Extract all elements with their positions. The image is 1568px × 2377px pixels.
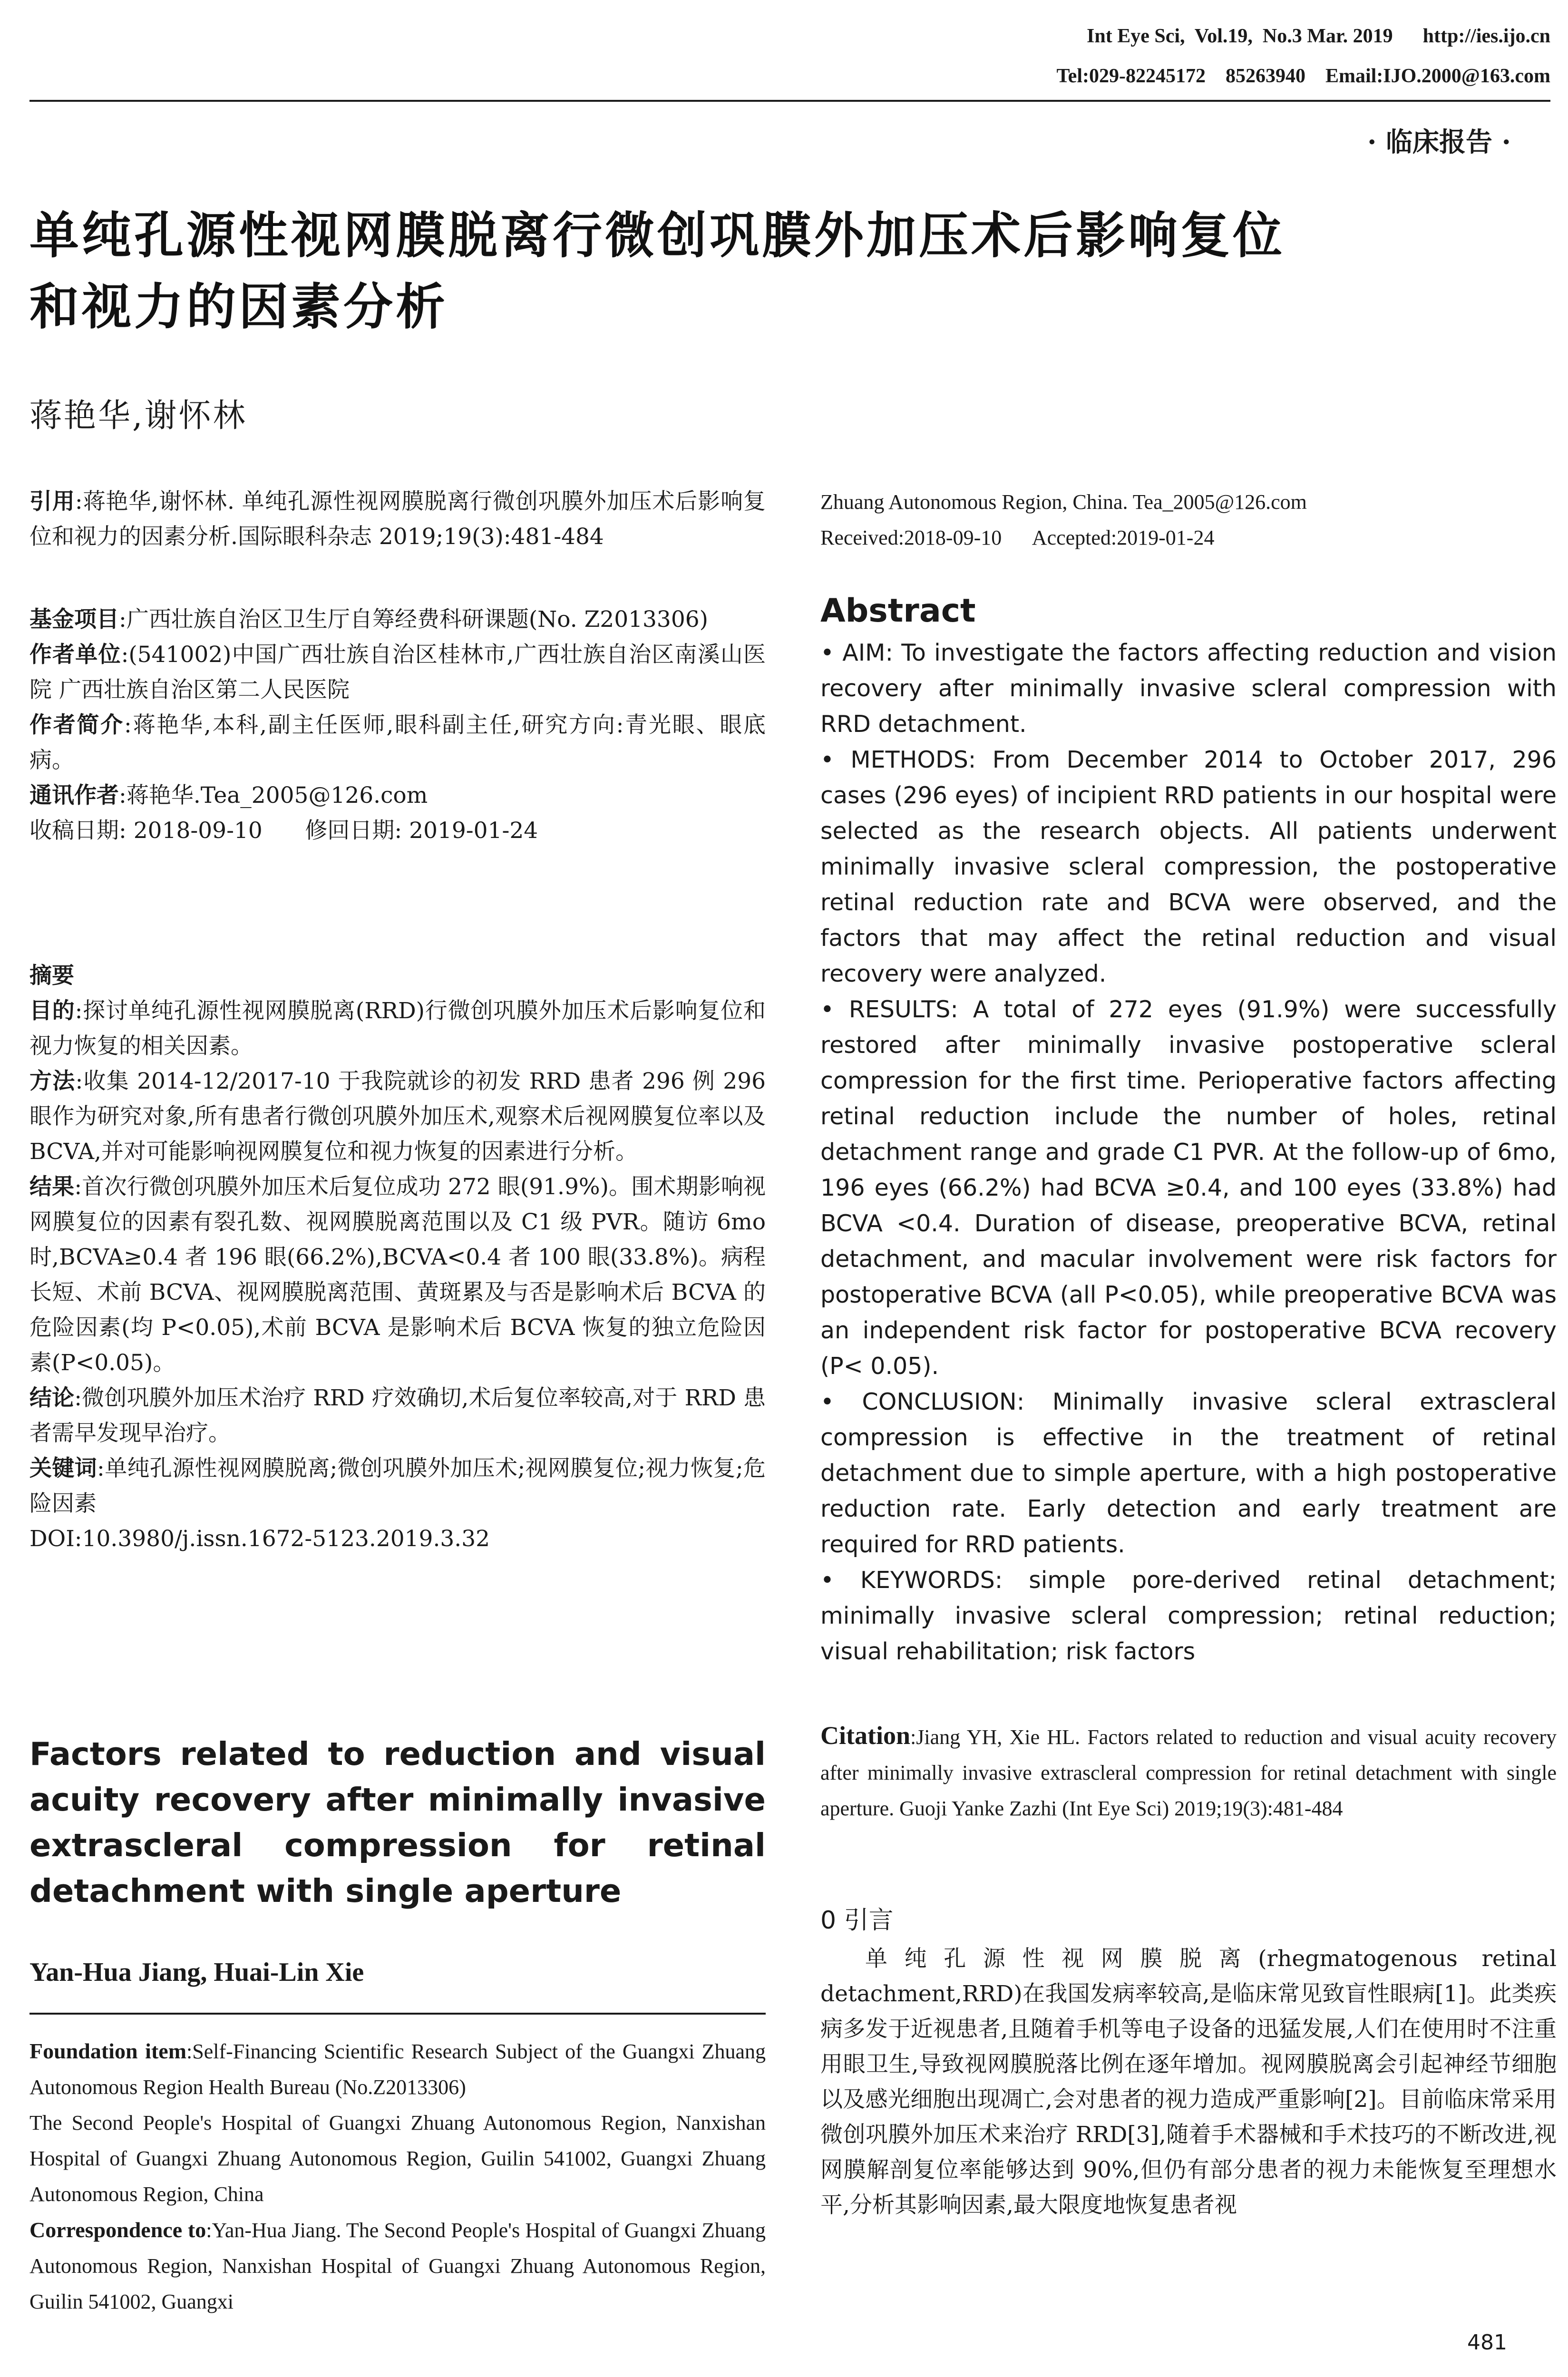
title-cn-line2: 和视力的因素分析 — [29, 278, 448, 336]
intro-heading: 0 引言 — [820, 1906, 894, 1935]
authors-en: Yan-Hua Jiang, Huai-Lin Xie — [29, 1958, 364, 1987]
corresponding-author-cn: 通讯作者:蒋艳华.Tea_2005@126.com — [29, 782, 428, 809]
abstract-cn-conclusion: 结论:微创巩膜外加压术治疗 RRD 疗效确切,术后复位率较高,对于 RRD 患者需早发现早治疗。 — [29, 1385, 766, 1446]
correspondence-en-cont: Zhuang Autonomous Region, China. Tea_2005@126.com — [820, 490, 1307, 514]
abstract-en-keywords: • KEYWORDS: simple pore-derived retinal detachment; minimally invasive scleral compression; retinal reduction; visual rehabilitation; risk factors — [820, 1567, 1557, 1665]
abstract-en — [820, 635, 1557, 1669]
right-top-info — [820, 484, 1557, 555]
abstract-cn-aim: 目的:探讨单纯孔源性视网膜脱离(RRD)行微创巩膜外加压术后影响复位和视力恢复的相关因素。 — [29, 998, 766, 1059]
journal-header-line2: Tel:029-82245172 85263940 Email:IJO.2000@163.com — [1056, 65, 1550, 87]
correspondence-en: Correspondence to:Yan-Hua Jiang. The Second People's Hospital of Guangxi Zhuang Autonomous Region, Nanxishan Hospital of Guangxi Zhuang Autonomous Region, Guilin 541002, Guangxi — [29, 2218, 766, 2313]
doi: DOI:10.3980/j.issn.1672-5123.2019.3.32 — [29, 1526, 490, 1552]
abstract-en-aim: • AIM: To investigate the factors affecting reduction and vision recovery after minimally invasive scleral compression with RRD detachment. — [820, 639, 1557, 738]
received-accepted: Received:2018-09-10 Accepted:2019-01-24 — [820, 526, 1215, 549]
abstract-cn-results: 结果:首次行微创巩膜外加压术后复位成功 272 眼(91.9%)。围术期影响视网膜复位的因素有裂孔数、视网膜脱离范围以及 C1 级 PVR。随访 6mo 时,BCVA≥0.4 者 196 眼(66.2%),BCVA<0.4 者 100 眼(33.8%)。病程长短、术前 BCVA、视网膜脱离范围、黄斑累及与否是影响术后 BCVA 的危险因素(均 P<0.05),术前 BCVA 是影响术后 BCVA 恢复的独立危险因素(P<0.05)。 — [29, 1174, 766, 1376]
page-number: 481 — [1467, 2330, 1507, 2355]
authors-rule — [29, 2013, 766, 2015]
title-cn-line1: 单纯孔源性视网膜脱离行微创巩膜外加压术后影响复位 — [29, 206, 1286, 264]
funding-cn: 基金项目:广西壮族自治区卫生厅自筹经费科研课题(No. Z2013306) — [29, 606, 708, 633]
citation-en-label: Citation — [820, 1721, 910, 1750]
dates-cn: 收稿日期: 2018-09-10 修回日期: 2019-01-24 — [29, 818, 538, 844]
intro-text: 单纯孔源性视网膜脱离(rhegmatogenous retinal detachment,RRD)在我国发病率较高,是临床常见致盲性眼病[1]。此类疾病多发于近视患者,且随着手机等电子设备的迅猛发展,人们在使用时不注重用眼卫生,导致视网膜脱落比例在逐年增加。视网膜脱离会引起神经节细胞以及感光细胞出现凋亡,会对患者的视力造成严重影响[2]。目前临床常采用微创巩膜外加压术来治疗 RRD[3],随着手术器械和手术技巧的不断改进,视网膜解剖复位率能够达到 90%,但仍有部分患者的视力未能恢复至理想水平,分析其影响因素,最大限度地恢复患者视 — [820, 1946, 1557, 2218]
author-bio-cn: 作者简介:蒋艳华,本科,副主任医师,眼科副主任,研究方向:青光眼、眼底病。 — [29, 712, 766, 773]
section-tag: · 临床报告 · — [1367, 127, 1511, 158]
abstract-en-methods: • METHODS: From December 2014 to October 2017, 296 cases (296 eyes) of incipient RRD patients in our hospital were selected as the research objects. All patients underwent minimally invasive scleral compression, the postoperative retinal reduction rate and BCVA were observed, and the factors that may affect the retinal reduction and visual recovery were analyzed. — [820, 746, 1557, 987]
abstract-cn-methods: 方法:收集 2014-12/2017-10 于我院就诊的初发 RRD 患者 296 例 296 眼作为研究对象,所有患者行微创巩膜外加压术,观察术后视网膜复位率以及 BCVA,并对可能影响视网膜复位和视力恢复的因素进行分析。 — [29, 1068, 766, 1165]
header-rule — [29, 100, 1550, 102]
affiliation-cn: 作者单位:(541002)中国广西壮族自治区桂林市,广西壮族自治区南溪山医院 广西壮族自治区第二人民医院 — [29, 642, 766, 703]
citation-en — [820, 1718, 1557, 1826]
abstract-en-results: • RESULTS: A total of 272 eyes (91.9%) were successfully restored after minimally invasive postoperative scleral compression for the first time. Perioperative factors affecting retinal reduction include the number of holes, retinal detachment range and grade C1 PVR. At the follow-up of 6mo, 196 eyes (66.2%) had BCVA ≥0.4, and 100 eyes (33.8%) had BCVA <0.4. Duration of disease, preoperative BCVA, retinal detachment, and macular involvement were risk factors for postoperative BCVA (all P<0.05), while preoperative BCVA was an independent risk factor for postoperative BCVA recovery (P< 0.05). — [820, 996, 1557, 1380]
citation-cn: 引用:蒋艳华,谢怀林. 单纯孔源性视网膜脱离行微创巩膜外加压术后影响复位和视力的因素分析.国际眼科杂志 2019;19(3):481-484 — [29, 488, 766, 550]
abstract-cn-keywords: 关键词:单纯孔源性视网膜脱离;微创巩膜外加压术;视网膜复位;视力恢复;危险因素 — [29, 1455, 766, 1517]
title-en: Factors related to reduction and visual acuity recovery after minimally invasive extrascleral compression for retinal detachment with single aperture — [29, 1735, 766, 1909]
authors-cn: 蒋艳华,谢怀林 — [29, 397, 247, 435]
abstract-en-conclusion: • CONCLUSION: Minimally invasive scleral extrascleral compression is effective in the treatment of retinal detachment due to simple aperture, with a high postoperative reduction rate. Early detection and early treatment are required for RRD patients. — [820, 1388, 1557, 1558]
abstract-en-heading: Abstract — [820, 592, 976, 630]
abstract-cn — [29, 958, 766, 1557]
foundation-item-en: Foundation item:Self-Financing Scientific Research Subject of the Guangxi Zhuang Autonomous Region Health Bureau (No.Z2013306) — [29, 2039, 766, 2099]
journal-header-line1: Int Eye Sci, Vol.19, No.3 Mar. 2019 http://ies.ijo.cn — [1087, 25, 1550, 47]
affiliation-en: The Second People's Hospital of Guangxi Zhuang Autonomous Region, Nanxishan Hospital of Guangxi Zhuang Autonomous Region, Guilin 541002, Guangxi Zhuang Autonomous Region, China — [29, 2111, 766, 2206]
cn-front-matter — [29, 484, 766, 848]
en-front-matter — [29, 2033, 766, 2319]
abstract-cn-heading: 摘要 — [29, 963, 74, 989]
citation-en-text: :Jiang YH, Xie HL. Factors related to reduction and visual acuity recovery after minimally invasive extrascleral compression for retinal detachment with single aperture. Guoji Yanke Zazhi (Int Eye Sci) 2019;19(3):481-484 — [820, 1725, 1557, 1820]
